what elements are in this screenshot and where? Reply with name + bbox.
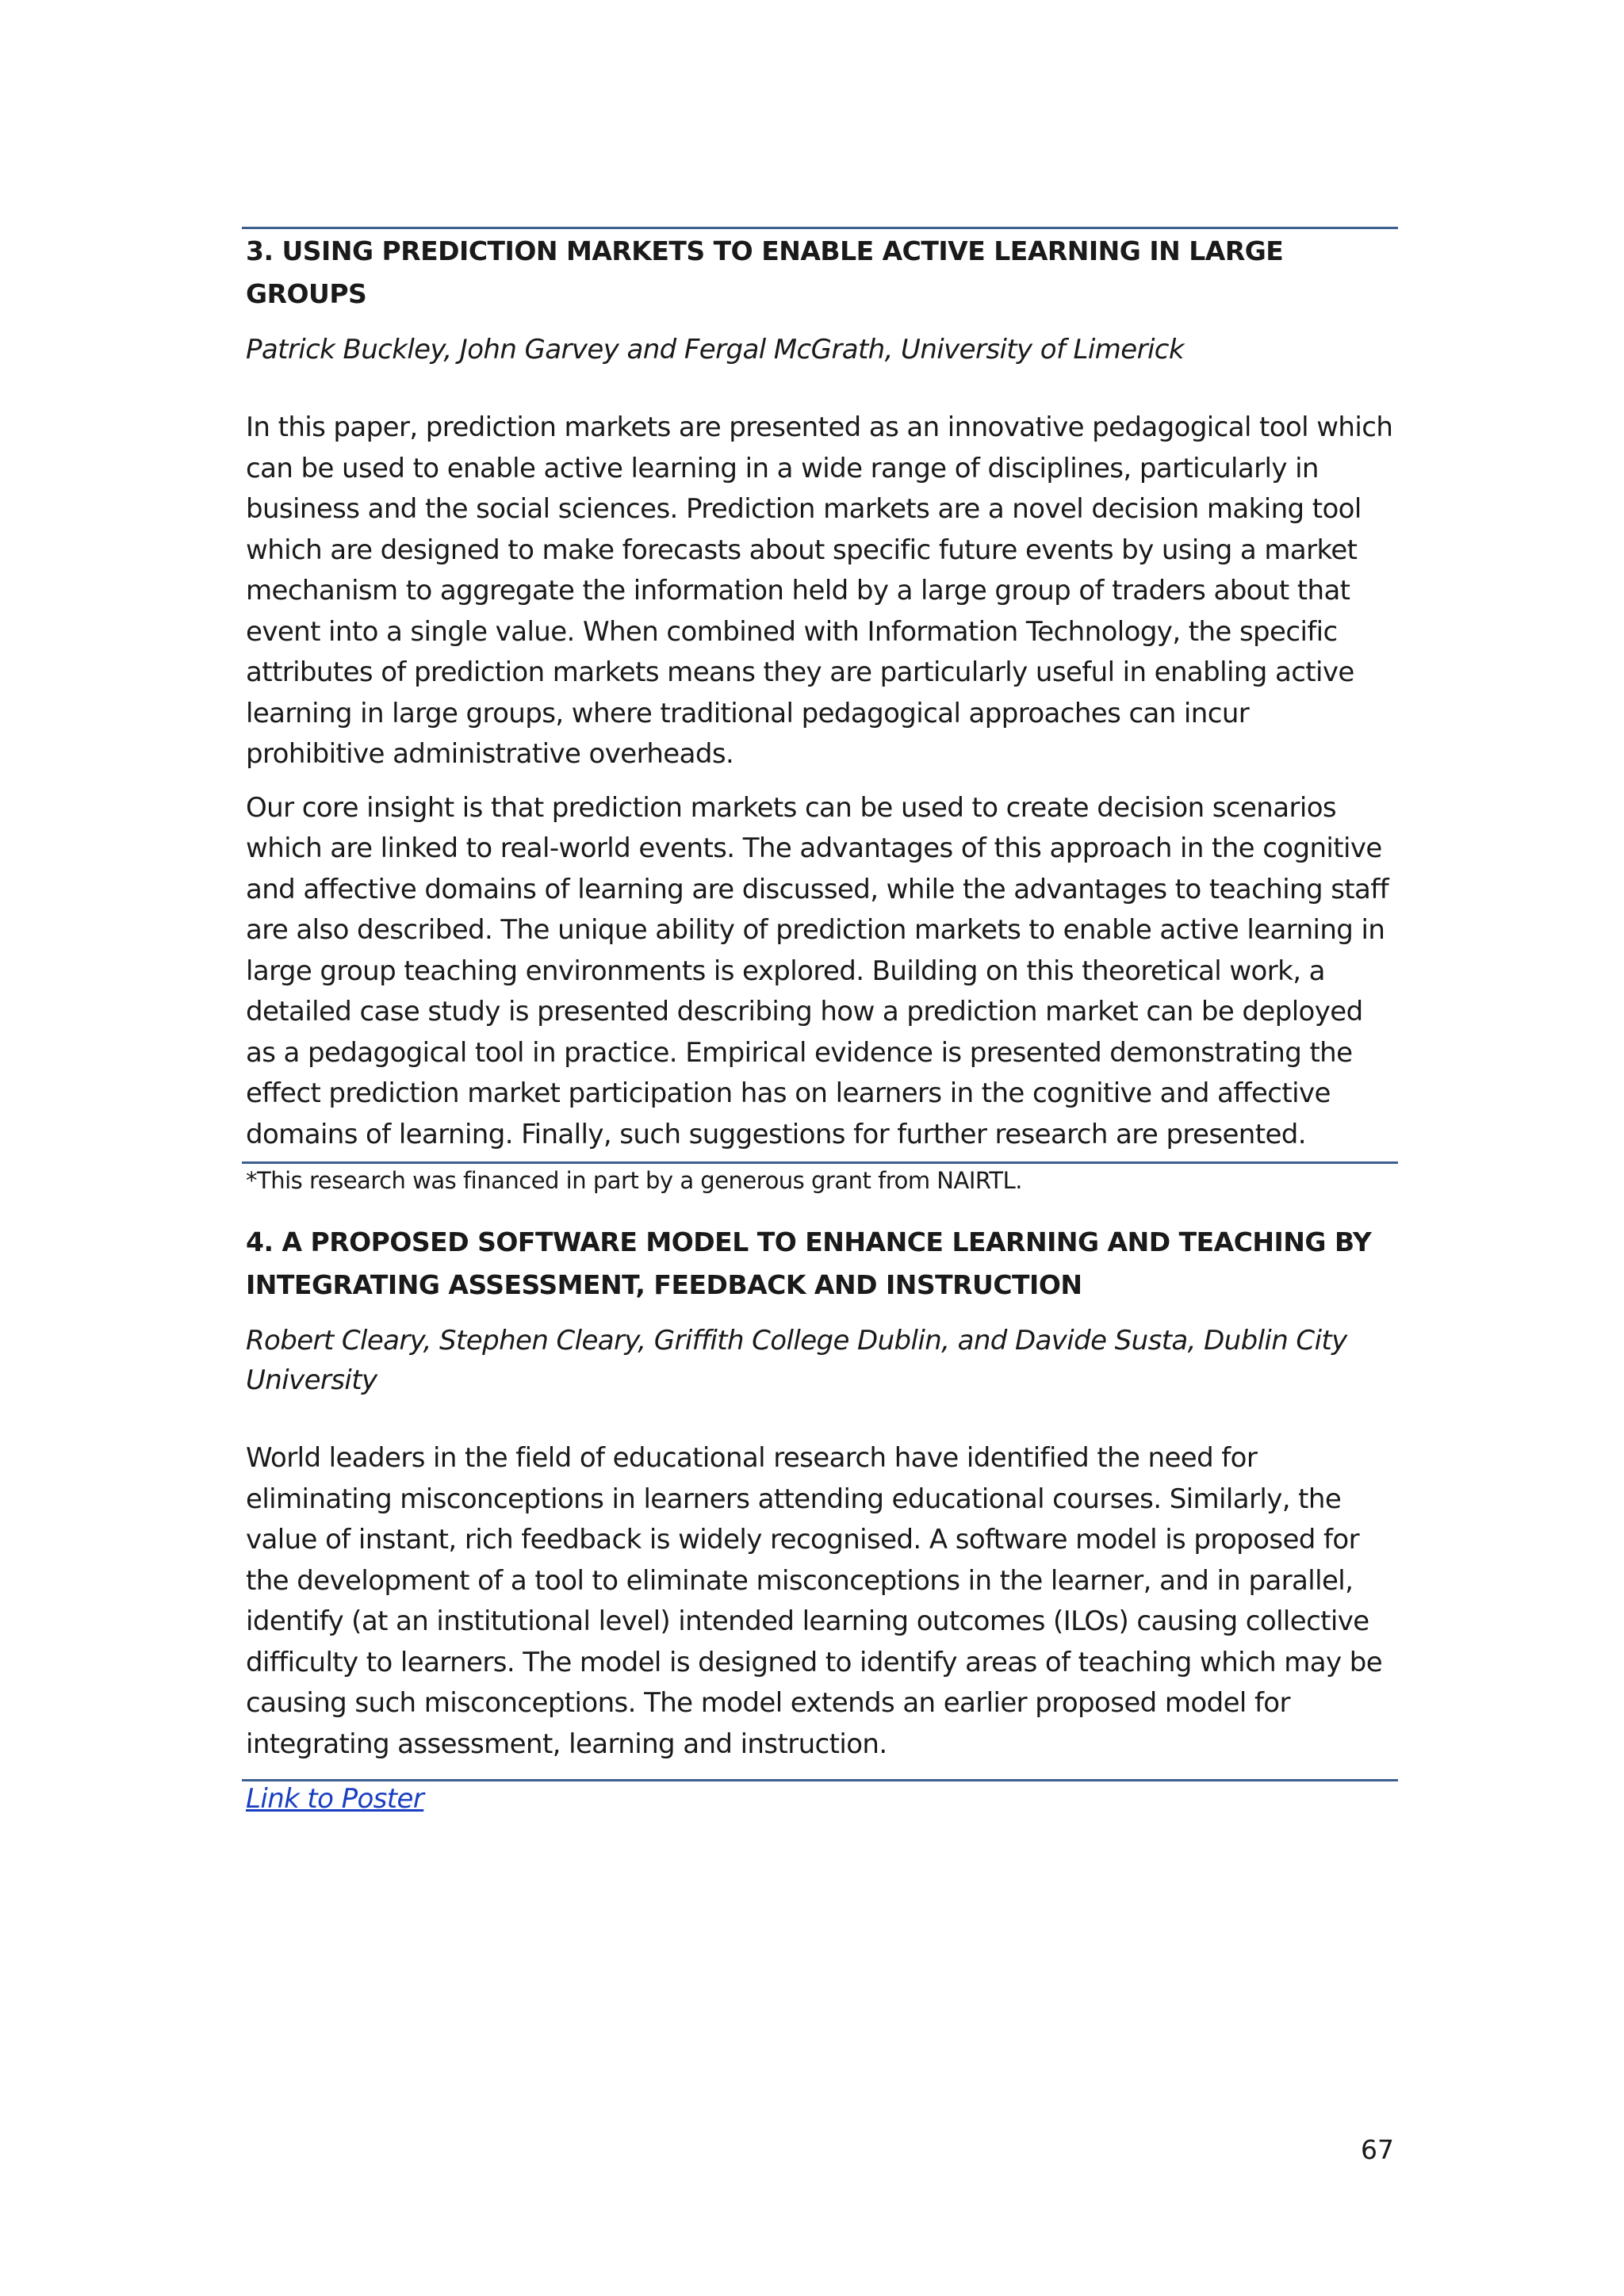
poster-link-row [246, 1779, 1396, 1819]
section-divider-top [242, 227, 1398, 229]
funding-footnote: *This research was financed in part by a generous grant from NAIRTL. [246, 1167, 1023, 1194]
section-divider [242, 1161, 1398, 1164]
abstract-paragraph: Our core insight is that prediction markets can be used to create decision scenarios which are linked to real-world events. The advantages of this approach in the cognitive and affective domains of learning are discussed, while the advantages to teaching staff are also described. The unique ability of prediction markets to enable active learning in large group teaching environments is explored. Building on this theoretical work, a detailed case study is presented describing how a prediction market can be deployed as a pedagogical tool in practice. Empirical evidence is presented demonstrating the effect prediction market participation has on learners in the cognitive and affective domains of learning. Finally, such suggestions for further research are presented. [246, 791, 1389, 1150]
section-divider-bottom [242, 1779, 1398, 1781]
abstract-section-3 [246, 230, 1396, 1198]
abstract-paragraph: In this paper, prediction markets are presented as an innovative pedagogical tool which can be used to enable active learning in a wide range of disciplines, particularly in business and the social sciences. Prediction markets are a novel decision making tool which are designed to make forecasts about specific future events by using a market mechanism to aggregate the information held by a large group of traders about that event into a single value. When combined with Information Technology, the specific attributes of prediction markets means they are particularly useful in enabling active learning in large groups, where traditional pedagogical approaches can incur prohibitive administrative overheads. [246, 411, 1393, 770]
abstract-paragraph: World leaders in the field of educational research have identified the need for eliminating misconceptions in learners attending educational courses. Similarly, the value of instant, rich feedback is widely recognised. A software model is proposed for the development of a tool to eliminate misconceptions in the learner, and in parallel, identify (at an institutional level) intended learning outcomes (ILOs) causing collective difficulty to learners. The model is designed to identify areas of teaching which may be causing such misconceptions. The model extends an earlier proposed model for integrating assessment, learning and instruction. [246, 1442, 1383, 1760]
section-authors: Patrick Buckley, John Garvey and Fergal McGrath, University of Limerick [246, 334, 1184, 365]
section-title: 3. USING PREDICTION MARKETS TO ENABLE ACTIVE LEARNING IN LARGE GROUPS [246, 235, 1284, 309]
poster-link[interactable]: Link to Poster [246, 1783, 424, 1815]
section-authors: Robert Cleary, Stephen Cleary, Griffith College Dublin, and Davide Susta, Dublin City University [246, 1325, 1347, 1396]
page-number: 67 [1361, 2134, 1394, 2165]
abstract-section-4 [246, 1221, 1396, 1819]
section-title: 4. A PROPOSED SOFTWARE MODEL TO ENHANCE LEARNING AND TEACHING BY INTEGRATING ASSESSMENT, FEEDBACK AND INSTRUCTION [246, 1226, 1372, 1300]
